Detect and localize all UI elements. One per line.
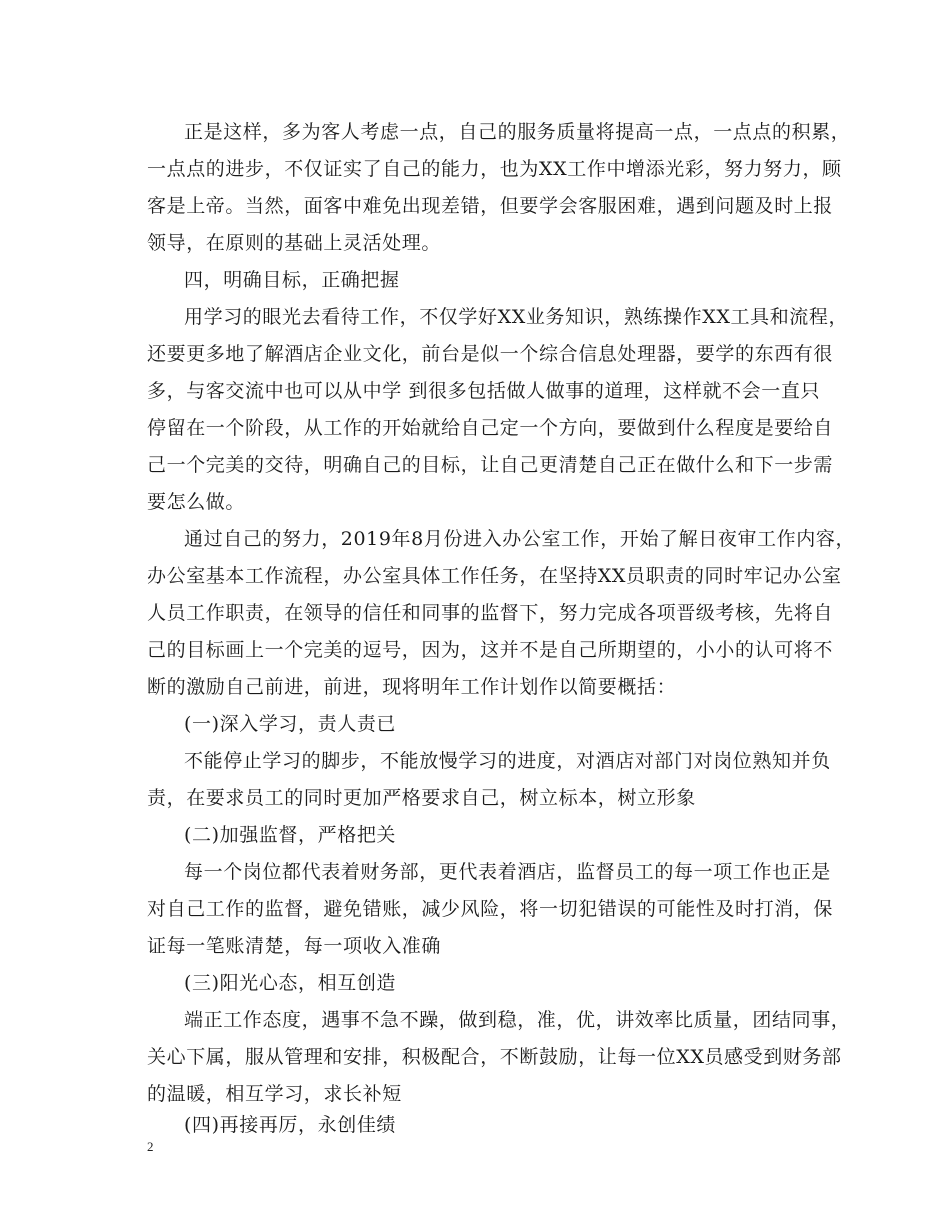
body-text-line: 责，在要求员工的同时更加严格要求自己，树立标本，树立形象 [147,787,696,809]
subsection-heading: (一)深入学习，责人责已 [184,713,397,735]
body-text-line: 端正工作态度，遇事不急不躁，做到稳，准，优，讲效率比质量，团结同事， [184,1009,851,1031]
body-text-line: 对自己工作的监督，避免错账，减少风险，将一切犯错误的可能性及时打消，保 [147,898,834,920]
body-text-line: 己的目标画上一个完美的逗号，因为，这并不是自己所期望的，小小的认可将不 [147,639,834,661]
body-text-line: 要怎么做。 [147,491,246,513]
body-text-line: 多，与客交流中也可以从中学 到很多包括做人做事的道理，这样就不会一直只 [147,380,821,402]
body-text-line: 停留在一个阶段，从工作的开始就给自己定一个方向，要做到什么程度是要给自 [147,417,834,439]
body-text-line: 用学习的眼光去看待工作，不仅学好XX业务知识，熟练操作XX工具和流程， [184,306,849,328]
subsection-heading: (三)阳光心态，相互创造 [184,972,397,994]
subsection-heading: (二)加强监督，严格把关 [184,824,397,846]
body-text-line: 每一个岗位都代表着财务部，更代表着酒店，监督员工的每一项工作也正是 [184,861,831,883]
body-text-line: 人员工作职责，在领导的信任和同事的监督下，努力完成各项晋级考核，先将自 [147,602,834,624]
body-text-line: 客是上帝。当然，面客中难免出现差错，但要学会客服困难，遇到问题及时上报 [147,195,834,217]
body-text-line: 通过自己的努力，2019年8月份进入办公室工作，开始了解日夜审工作内容， [184,528,856,550]
body-text-line: 证每一笔账清楚，每一项收入准确 [147,935,442,957]
body-text-line: 的温暖，相互学习，求长补短 [147,1083,402,1105]
subsection-heading: (四)再接再厉，永创佳绩 [184,1114,397,1136]
body-text-line: 正是这样，多为客人考虑一点，自己的服务质量将提高一点，一点点的积累， [184,121,851,143]
body-text-line: 还要更多地了解酒店企业文化，前台是似一个综合信息处理器，要学的东西有很 [147,343,834,365]
body-text-line: 一点点的进步，不仅证实了自己的能力，也为XX工作中增添光彩，努力努力，顾 [147,158,842,180]
body-text-line: 关心下属，服从管理和安排，积极配合，不断鼓励，让每一位XX员感受到财务部 [147,1046,842,1068]
body-text-line: 断的激励自己前进，前进，现将明年工作计划作以简要概括： [147,676,677,698]
body-text-line: 己一个完美的交待，明确自己的目标，让自己更清楚自己正在做什么和下一步需 [147,454,834,476]
body-text-line: 不能停止学习的脚步，不能放慢学习的进度，对酒店对部门对岗位熟知并负 [184,750,831,772]
page-number: 2 [147,1139,154,1154]
section-heading: 四，明确目标，正确把握 [184,269,400,291]
body-text-line: 领导，在原则的基础上灵活处理。 [147,232,442,254]
body-text-line: 办公室基本工作流程，办公室具体工作任务，在坚持XX员职责的同时牢记办公室 [147,565,842,587]
